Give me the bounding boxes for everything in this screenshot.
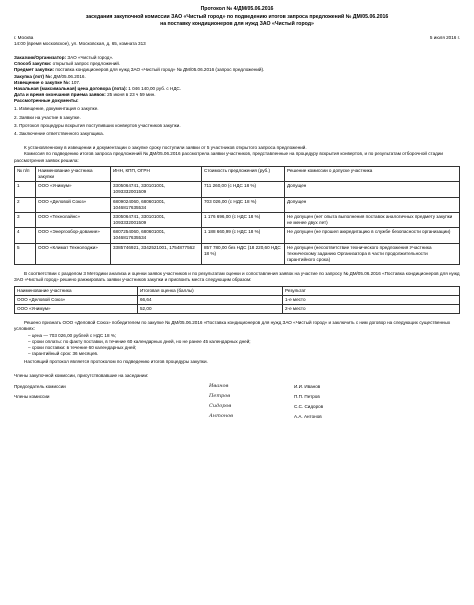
paragraph-applications: К установленному в извещении и документации о закупке сроку поступили заявки от 5 участников открытого запроса предложений. bbox=[24, 145, 307, 151]
table-header-row bbox=[15, 166, 460, 181]
table-header-row bbox=[15, 286, 460, 295]
signature-row bbox=[14, 402, 460, 412]
signature-row bbox=[14, 412, 460, 422]
col-inn: ИНН, КПП, ОГРН bbox=[111, 166, 202, 181]
signature-name: И.И. Иванов bbox=[294, 383, 321, 389]
signature-mark: Иванов bbox=[209, 383, 229, 390]
col-number: № п/п bbox=[15, 166, 36, 181]
time-place: 14:00 (время московское), ул. Московская, д. 65, комната 313 bbox=[14, 40, 146, 46]
paragraph-final: Настоящий протокол является протоколом по подведению итогов процедуры закупки. bbox=[24, 359, 208, 365]
info-line: Заказчик/Организатор: ЗАО «Чистый город». bbox=[14, 54, 114, 60]
condition-item: – цена — 703 026,00 рублей с НДС 18 %; bbox=[28, 333, 460, 339]
info-line: Закупка (лот) №: ДМ/05.06.2016. bbox=[14, 73, 86, 79]
protocol-number: Протокол № 4/ДМ/05.06.2016 bbox=[200, 6, 274, 12]
signature-role: Члены комиссии bbox=[14, 393, 50, 399]
signature-mark: Петров bbox=[209, 393, 231, 400]
info-line: Начальная (максимальная) цена договора (лота): 1 046 140,00 руб. с НДС. bbox=[14, 85, 182, 91]
col-result: Результат bbox=[283, 286, 460, 295]
table-row: 5 ООО «Климат Технолоджи» 3385746921, 3342521001, 1754877562 857 780,00 без НДС (18 220,60 НДС 18 %) Не допущен (несоответствие технического предложения Участника техническому заданию Организатора в части продолжительности гарантийного срока) bbox=[15, 243, 460, 265]
paragraph-commission: Комиссия по подведению итогов запроса предложений № ДМ/05.06.2016 рассмотрела заявки участников, представленные на процедуру вскрытия конвертов, и по результатам отборочной стадии рассмотрения заявок решила: bbox=[14, 151, 443, 163]
members-title: Члены закупочной комиссии, присутствовавшие на заседании: bbox=[14, 373, 149, 379]
condition-item: – гарантийный срок: 36 месяцев. bbox=[28, 351, 460, 357]
table-row: 1 ООО «Унимум» 3305064741, 330101001, 1093332001509 711 260,00 (с НДС 18 %) Допущен bbox=[15, 182, 460, 197]
table-row: 3 ООО «Технолайнс» 3305064741, 330101001, 1093332001509 1 176 696,00 (с НДС 18 %) Не допущен (нет опыта выполнения поставок аналогичных предмету закупки не менее двух лет) bbox=[15, 212, 460, 227]
signature-row bbox=[14, 382, 460, 392]
info-line: Извещение о закупке №: 107. bbox=[14, 79, 81, 85]
col-score: Итоговая оценка (баллы) bbox=[138, 286, 283, 295]
signature-name: С.С. Сидоров bbox=[294, 403, 324, 409]
table-row: 4 ООО «Энергообор-дование» 6807254060, 680601001, 1046817635534 1 188 660,99 (с НДС 18 %) Не допущен (не прошел аккредитацию в службе безопасности организации) bbox=[15, 228, 460, 243]
col-price: Стоимость предложения (руб.) bbox=[202, 166, 285, 181]
signature-mark: Сидоров bbox=[209, 403, 232, 410]
doc-item: 1. Извещение, документация о закупке. bbox=[14, 106, 99, 112]
paragraph-ranking: В соответствии с разделом 3 Методики анализа и оценки заявок участников и по результатам оценки и сопоставления заявок на участие по запросу № ДМ/05.06.2016 «Поставка кондиционеров для нужд ЗАО «Чистый город» решено ранжировать заявки участников закупки и присвоить места следующим образом: bbox=[14, 271, 460, 283]
signature-role: Председатель комиссии bbox=[14, 383, 66, 389]
doc-item: 3. Протокол процедуры вскрытия поступивших конвертов участников закупки. bbox=[14, 122, 181, 128]
info-line: Дата и время окончания приема заявок: 25 июня в 23 ч 59 мин. bbox=[14, 92, 156, 98]
condition-item: – сроки оплаты: по факту поставки, в течение 60 календарных дней, но не ранее 45 календарных дней; bbox=[28, 339, 460, 345]
ranking-table bbox=[14, 286, 460, 315]
date: 5 июля 2016 г. bbox=[429, 34, 460, 40]
signature-name: А.А. Антонов bbox=[294, 413, 322, 419]
signature-row bbox=[14, 392, 460, 402]
document-header bbox=[14, 6, 460, 29]
contract-conditions bbox=[14, 333, 460, 358]
col-decision: Решение комиссии о допуске участника bbox=[285, 166, 460, 181]
info-line: Предмет закупки: поставка кондиционеров для нужд ЗАО «Чистый город» № ДМ/05.06.2016 (запрос предложений). bbox=[14, 67, 265, 73]
signature-mark: Антонов bbox=[209, 413, 234, 420]
condition-item: – сроки поставки: в течение 60 календарных дней; bbox=[28, 345, 460, 351]
signatures bbox=[14, 382, 460, 422]
signature-name: П.П. Петров bbox=[294, 393, 320, 399]
protocol-subject: заседания закупочной комиссии ЗАО «Чистый город» по подведению итогов запроса предложений № ДМ/05.06.2016 bbox=[85, 13, 389, 20]
doc-item: 2. Заявки на участие в закупке. bbox=[14, 114, 81, 120]
table-row: 2 ООО «Деловой Союз» 6809024060, 680601001, 1046817635534 703 026,00 (с НДС 18 %) Допущен bbox=[15, 197, 460, 212]
place: г. Москва bbox=[14, 34, 34, 40]
col-participant-name: Наименование участника bbox=[15, 286, 138, 295]
table-row: ООО «Деловой Союз» 66,64 1-е место bbox=[15, 295, 460, 304]
col-participant: Наименование участника закупки bbox=[36, 166, 111, 181]
docs-title: Рассмотренные документы: bbox=[14, 98, 79, 104]
paragraph-winner: Решено признать ООО «Деловой Союз» победителем по закупке № ДМ/05.06.2016 «Поставка кондиционеров для нужд ЗАО «Чистый город» и заключить с ним договор на следующих существенных условиях: bbox=[14, 320, 451, 332]
procurement-info bbox=[14, 55, 460, 98]
docs-list bbox=[14, 106, 460, 137]
admission-table bbox=[14, 166, 460, 265]
doc-item: 4. Заключение ответственного закупщика. bbox=[14, 131, 104, 137]
protocol-subject-2: на поставку кондиционеров для нужд ЗАО «Чистый город» bbox=[160, 21, 314, 28]
table-row: ООО «Унимум» 52,00 2-е место bbox=[15, 304, 460, 313]
info-line: Способ закупки: открытый запрос предложений. bbox=[14, 61, 121, 67]
